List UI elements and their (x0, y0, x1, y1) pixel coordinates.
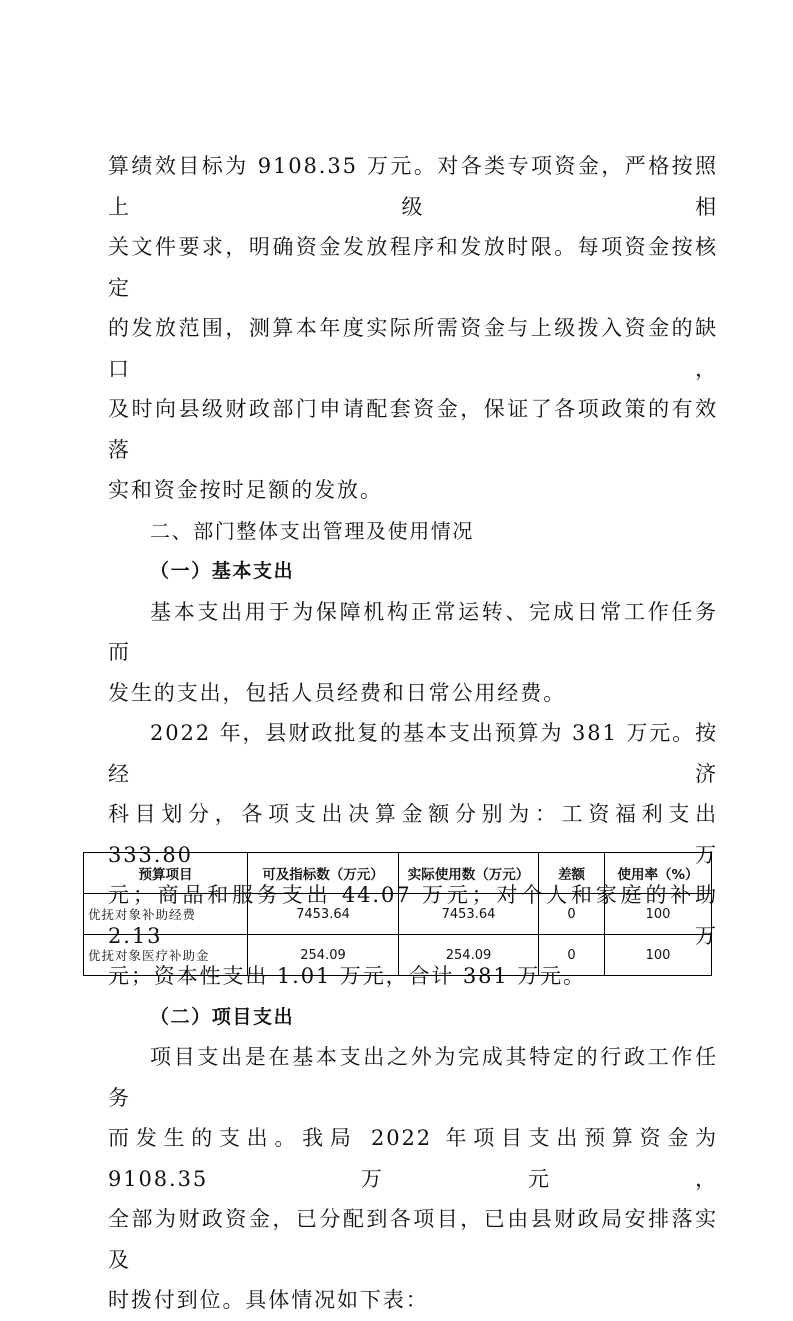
table-row (84, 894, 712, 935)
column-header: 预算项目 (84, 853, 248, 894)
column-header: 可及指标数（万元） (248, 853, 399, 894)
project-expenditure-table (83, 852, 712, 976)
text-line: 全部为财政资金，已分配到各项目，已由县财政局安排落实及 (108, 1207, 718, 1272)
table-cell: 100 (605, 935, 712, 976)
text-line: 及时向县级财政部门申请配套资金，保证了各项政策的有效落 (108, 397, 718, 462)
text-line: 2022 年，县财政批复的基本支出预算为 381 万元。按经济 (108, 721, 718, 786)
table-cell: 0 (539, 894, 605, 935)
table-cell: 0 (539, 935, 605, 976)
table-cell: 7453.64 (248, 894, 399, 935)
text-line: 时拨付到位。具体情况如下表： (108, 1288, 429, 1312)
text-line: 关文件要求，明确资金发放程序和发放时限。每项资金按核定 (108, 235, 718, 300)
text-line: 元；商品和服务支出 44.07 万元；对个人和家庭的补助 2.13 万 (108, 883, 718, 948)
text-line: 而发生的支出。我局 2022 年项目支出预算资金为 9108.35 万元， (108, 1126, 718, 1191)
column-header: 差额 (539, 853, 605, 894)
table-cell: 7453.64 (399, 894, 539, 935)
text-line: 发生的支出，包括人员经费和日常公用经费。 (108, 680, 566, 705)
table-cell: 优抚对象补助经费 (84, 894, 248, 935)
text-line: 基本支出用于为保障机构正常运转、完成日常工作任务而 (108, 599, 718, 664)
table-row (84, 935, 712, 976)
section-heading: 二、部门整体支出管理及使用情况 (150, 518, 474, 543)
table-cell: 优抚对象医疗补助金 (84, 935, 248, 976)
text-line: 元；资本性支出 1.01 万元，合计 381 万元。 (108, 964, 586, 988)
text-line: 算绩效目标为 9108.35 万元。对各类专项资金，严格按照上级相 (108, 154, 718, 219)
subsection-heading-project: （二）项目支出 (150, 1005, 295, 1028)
column-header: 使用率（%） (605, 853, 712, 894)
table-cell: 100 (605, 894, 712, 935)
table-cell: 254.09 (399, 935, 539, 976)
subsection-heading-basic: （一）基本支出 (150, 560, 295, 582)
column-header: 实际使用数（万元） (399, 853, 539, 894)
document-body (108, 146, 718, 1321)
text-line: 科目划分，各项支出决算金额分别为：工资福利支出 333.80 万 (108, 802, 718, 867)
table-header-row (84, 853, 712, 894)
text-line: 的发放范围，测算本年度实际所需资金与上级拨入资金的缺口， (108, 316, 718, 381)
text-line: 实和资金按时足额的发放。 (108, 478, 383, 502)
table-cell: 254.09 (248, 935, 399, 976)
text-line: 项目支出是在基本支出之外为完成其特定的行政工作任务 (108, 1045, 718, 1110)
